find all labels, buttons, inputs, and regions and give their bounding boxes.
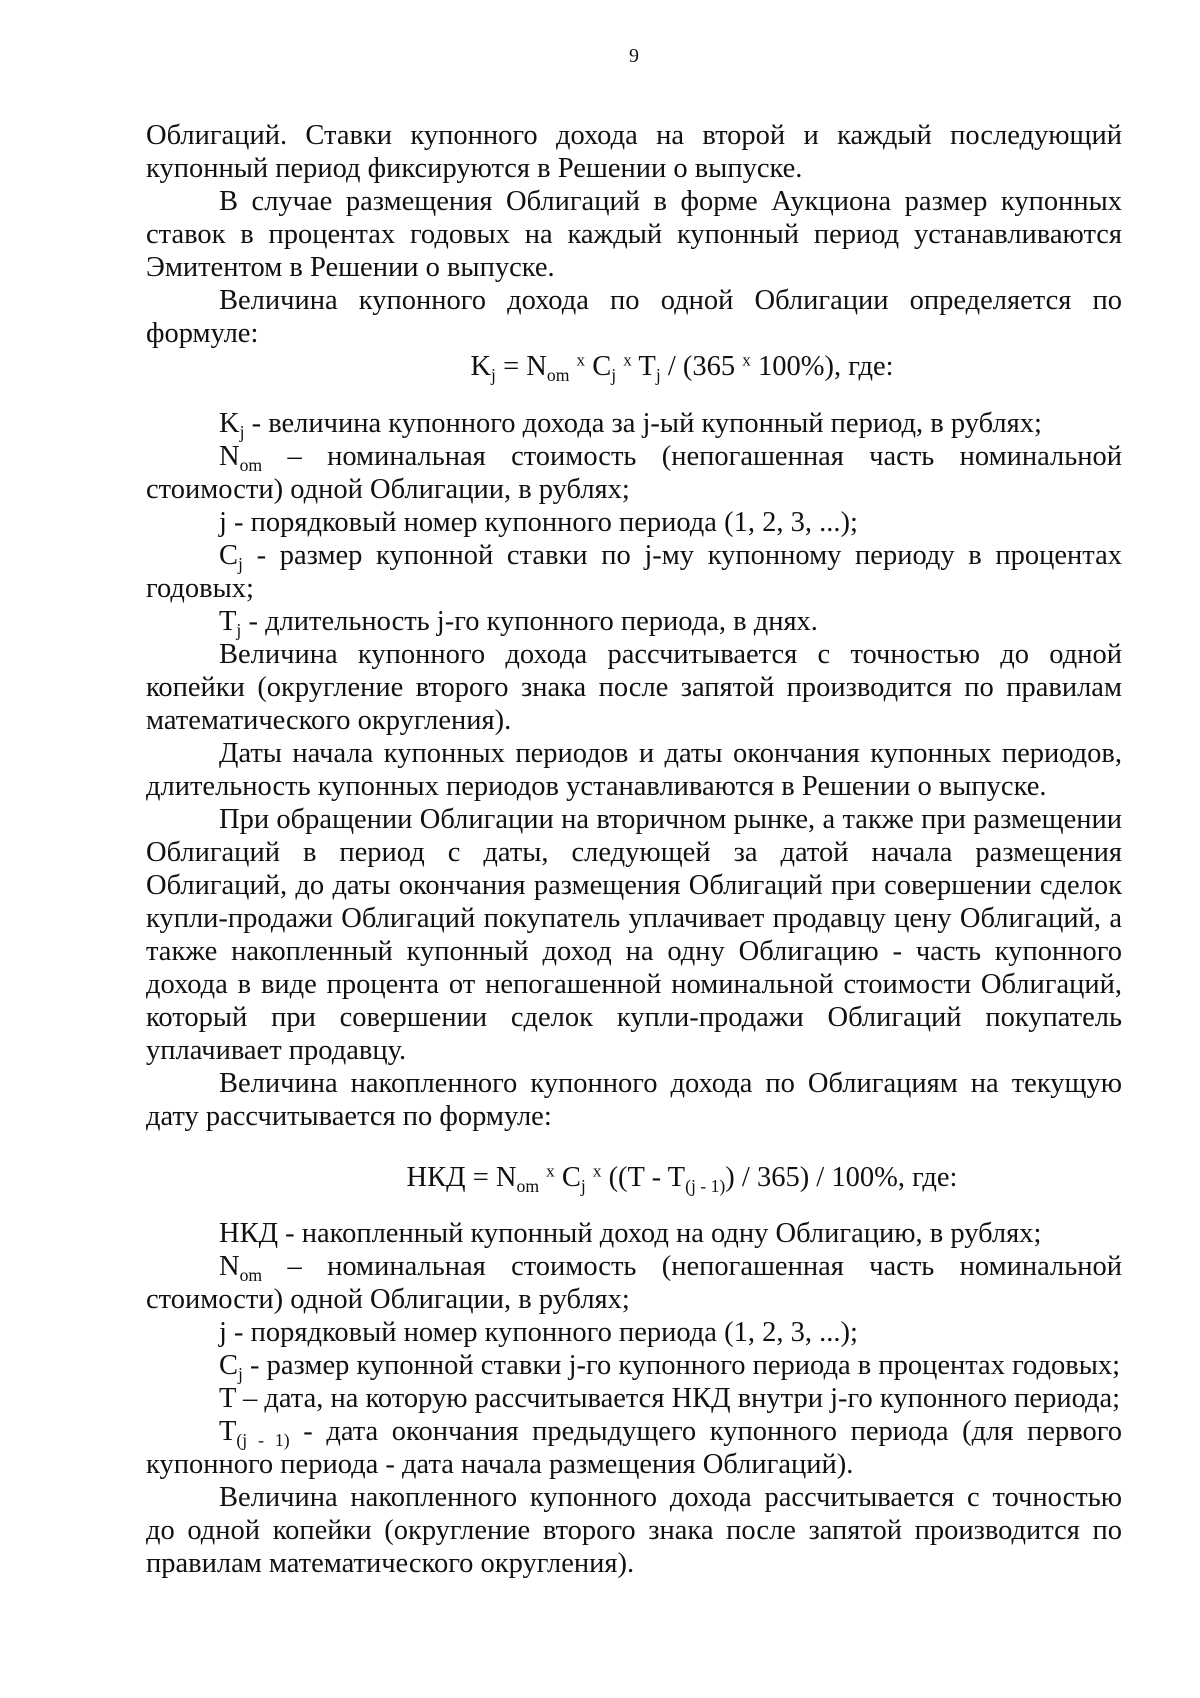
page-number: 9 [629,45,639,67]
spacer [146,383,1122,407]
definition-nkd: НКД - накопленный купонный доход на одну Облигацию, в рублях; [219,1218,1042,1249]
paragraph-nkd-formula-intro: Величина накопленного купонного дохода по Облигациям на текущую дату рассчитывается по формуле: [146,1068,1122,1132]
definition-j: j - порядковый номер купонного периода (1, 2, 3, ...); [219,507,858,538]
definition-tj: $T_j$ - длительность j-го купонного периода, в днях. [219,606,818,641]
definition-t: T – дата, на которую рассчитывается НКД внутри j-го купонного периода; [219,1383,1121,1414]
paragraph-rounding-coupon: Величина купонного дохода рассчитывается с точностью до одной копейки (округление второго знака после запятой производится по правилам математического округления). [146,639,1122,736]
paragraph-coupon-formula-intro: Величина купонного дохода по одной Облигации определяется по формуле: [146,285,1122,349]
definition-kj: $K_j$ - величина купонного дохода за j-ый купонный период, в рублях; [219,408,1042,443]
paragraph-rounding-nkd: Величина накопленного купонного дохода рассчитывается с точностью до одной копейки (округление второго знака после запятой производится по правилам математического округления). [146,1482,1122,1579]
coupon-income-formula: $K_j = N_{om}$ $^x$ $C_j$ $^x$ $T_j / (365$ $^x$ 100%), где: [470,350,894,386]
document-body [146,119,1122,1580]
definition-j-2: j - порядковый номер купонного периода (1, 2, 3, ...); [219,1317,858,1348]
accrued-coupon-formula: НКД = $N_{om}$ $^x$ $C_j$ $^x$ $((T - T_{(j - 1)}) / 365) / 100\%$, где: [406,1161,958,1197]
definition-nom-2: $N_{om}$ – номинальная стоимость (непогашенная часть номинальной стоимости) одной Облигации, в рублях; [146,1251,1122,1315]
definition-nom: $N_{om}$ – номинальная стоимость (непогашенная часть номинальной стоимости) одной Облигации, в рублях; [146,441,1122,505]
paragraph-coupon-dates: Даты начала купонных периодов и даты окончания купонных периодов, длительность купонных периодов устанавливаются в Решении о выпуске. [146,738,1122,802]
definition-cj: $C_j$ - размер купонной ставки по j-му купонному периоду в процентах годовых; [146,540,1122,604]
definition-tj-minus-1: $T_{(j - 1)}$ - дата окончания предыдущего купонного периода (для первого купонного периода - дата начала размещения Облигаций). [146,1416,1123,1480]
paragraph-auction-rates: В случае размещения Облигаций в форме Аукциона размер купонных ставок в процентах годовых на каждый купонный период устанавливаются Эмитентом в Решении о выпуске. [146,186,1122,283]
definition-cj-2: $C_j$ - размер купонной ставки j-го купонного периода в процентах годовых; [219,1350,1121,1385]
paragraph-continuation: Облигаций. Ставки купонного дохода на второй и каждый последующий купонный период фиксируются в Решении о выпуске. [146,120,1122,184]
paragraph-secondary-market: При обращении Облигации на вторичном рынке, а также при размещении Облигаций в период с даты, следующей за датой начала размещения Облигаций, до даты окончания размещения Облигаций при совершении сделок купли-продажи Облигаций покупатель уплачивает продавцу цену Облигаций, а также накопленный купонный доход на одну Облигацию - часть купонного дохода в виде процента от непогашенной номинальной стоимости Облигаций, который при совершении сделок купли-продажи Облигаций покупатель уплачивает продавцу. [146,804,1122,1066]
